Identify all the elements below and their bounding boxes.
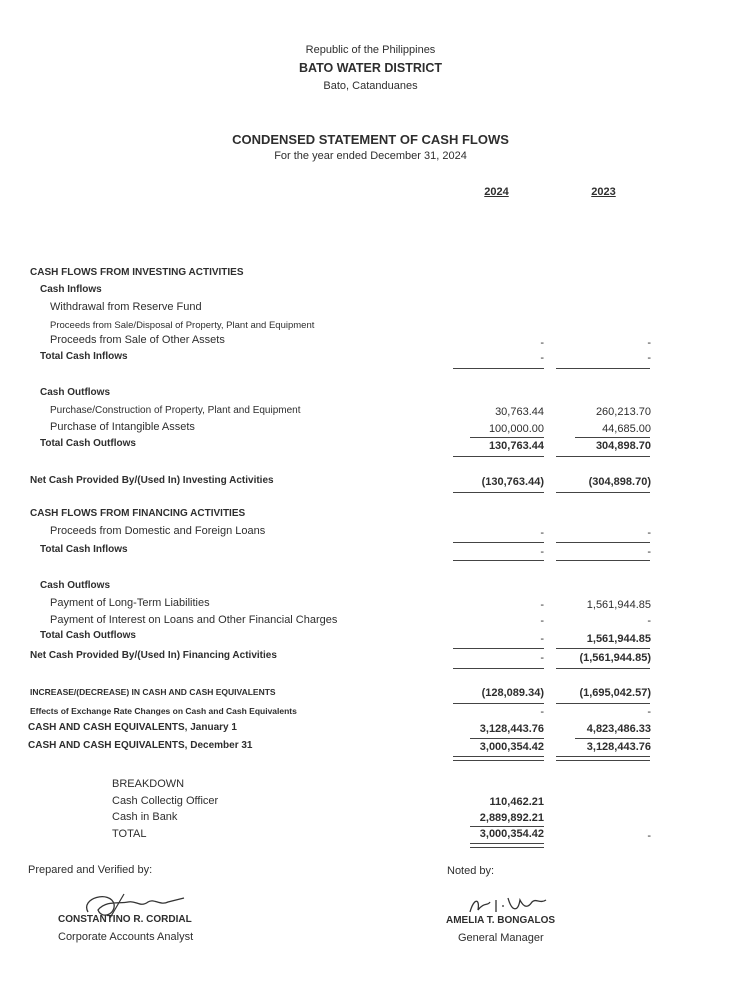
investing-heading: CASH FLOWS FROM INVESTING ACTIVITIES	[30, 267, 244, 278]
agency-name: BATO WATER DISTRICT	[298, 61, 443, 75]
prepared-by-title: Corporate Accounts Analyst	[58, 931, 194, 943]
divider	[453, 560, 544, 561]
total-value-2023: 1,561,944.85	[586, 633, 651, 645]
line-item-label: Purchase/Construction of Property, Plant and Equipment	[50, 405, 301, 416]
total-value-2023: 304,898.70	[595, 440, 651, 452]
jan1-label: CASH AND CASH EQUIVALENTS, January 1	[28, 722, 237, 733]
breakdown-item-value: 2,889,892.21	[479, 812, 544, 824]
fx-label: Effects of Exchange Rate Changes on Cash and Cash Equivalents	[30, 706, 297, 716]
line-item-value-2024: -	[540, 599, 544, 611]
republic-line: Republic of the Philippines	[305, 44, 436, 56]
divider	[556, 703, 650, 704]
line-item-value-2023: -	[647, 527, 651, 539]
divider	[556, 492, 650, 493]
line-item-value-2024: 30,763.44	[495, 406, 544, 418]
total-label: Total Cash Inflows	[40, 544, 128, 555]
divider	[453, 456, 544, 457]
net-investing-2023: (304,898.70)	[588, 476, 651, 488]
line-item-value-2024: -	[540, 527, 544, 539]
increase-2023: (1,695,042.57)	[579, 687, 651, 699]
financing-outflows-heading: Cash Outflows	[40, 580, 111, 591]
divider	[470, 437, 544, 438]
total-value-2024: -	[540, 633, 544, 645]
total-value-2023: -	[647, 546, 651, 558]
divider	[556, 668, 650, 669]
double-underline	[453, 756, 544, 761]
divider	[453, 368, 544, 369]
jan1-2024: 3,128,443.76	[479, 723, 544, 735]
dec31-2024: 3,000,354.42	[479, 741, 544, 753]
line-item-value-2024: -	[540, 615, 544, 627]
net-financing-2023: (1,561,944.85)	[579, 652, 651, 664]
investing-inflows-heading: Cash Inflows	[40, 284, 102, 295]
line-item-value-2023: -	[647, 615, 651, 627]
breakdown-total-label: TOTAL	[112, 828, 147, 840]
divider	[453, 648, 544, 649]
prepared-by-label: Prepared and Verified by:	[28, 864, 153, 876]
divider	[470, 826, 544, 827]
statement-period: For the year ended December 31, 2024	[274, 150, 467, 162]
divider	[575, 738, 650, 739]
line-item-label: Proceeds from Domestic and Foreign Loans	[50, 525, 266, 537]
divider	[556, 456, 650, 457]
breakdown-item-value: 110,462.21	[489, 796, 544, 808]
breakdown-item-label: Cash Collectig Officer	[112, 795, 219, 807]
line-item-value-2023: 1,561,944.85	[586, 599, 651, 611]
divider	[453, 492, 544, 493]
line-item-value-2023: -	[647, 337, 651, 349]
double-underline	[556, 756, 650, 761]
double-underline	[470, 843, 544, 848]
dec31-2023: 3,128,443.76	[586, 741, 651, 753]
total-value-2024: 130,763.44	[488, 440, 544, 452]
financing-heading: CASH FLOWS FROM FINANCING ACTIVITIES	[30, 508, 246, 519]
net-investing-2024: (130,763.44)	[481, 476, 544, 488]
total-value-2023: -	[647, 352, 651, 364]
divider	[453, 703, 544, 704]
divider	[556, 542, 650, 543]
total-label: Total Cash Inflows	[40, 351, 128, 362]
investing-outflows-heading: Cash Outflows	[40, 387, 111, 398]
prepared-by-name: CONSTANTINO R. CORDIAL	[58, 914, 192, 925]
breakdown-heading: BREAKDOWN	[112, 778, 185, 790]
noted-by-name: AMELIA T. BONGALOS	[446, 915, 556, 926]
net-financing-label: Net Cash Provided By/(Used In) Financing Activities	[30, 650, 277, 661]
line-item-label: Purchase of Intangible Assets	[50, 421, 195, 433]
breakdown-item-label: Cash in Bank	[112, 811, 178, 823]
line-item-label: Payment of Long-Term Liabilities	[50, 597, 210, 609]
noted-by-label: Noted by:	[447, 865, 495, 877]
line-item-value-2024: -	[540, 337, 544, 349]
line-item-label: Proceeds from Sale/Disposal of Property, Plant and Equipment	[50, 320, 315, 331]
line-item-value-2023: 44,685.00	[602, 423, 651, 435]
total-label: Total Cash Outflows	[40, 630, 136, 641]
line-item-value-2023: 260,213.70	[595, 406, 651, 418]
fx-2024: -	[540, 706, 544, 718]
net-financing-2024: -	[540, 652, 544, 664]
agency-address: Bato, Catanduanes	[323, 80, 418, 92]
fx-2023: -	[647, 706, 651, 718]
column-header-2023: 2023	[591, 186, 616, 198]
dec31-label: CASH AND CASH EQUIVALENTS, December 31	[28, 740, 253, 751]
divider	[556, 368, 650, 369]
divider	[556, 560, 650, 561]
divider	[556, 648, 650, 649]
line-item-value-2024: 100,000.00	[488, 423, 544, 435]
net-investing-label: Net Cash Provided By/(Used In) Investing Activities	[30, 475, 274, 486]
breakdown-total-value: 3,000,354.42	[479, 828, 544, 840]
statement-title: CONDENSED STATEMENT OF CASH FLOWS	[232, 132, 509, 147]
line-item-label: Withdrawal from Reserve Fund	[50, 301, 202, 313]
total-value-2024: -	[540, 546, 544, 558]
line-item-label: Proceeds from Sale of Other Assets	[50, 334, 225, 346]
increase-2024: (128,089.34)	[481, 687, 544, 699]
total-label: Total Cash Outflows	[40, 438, 136, 449]
divider	[453, 542, 544, 543]
column-header-2024: 2024	[484, 186, 509, 198]
increase-label: INCREASE/(DECREASE) IN CASH AND CASH EQUIVALENTS	[30, 687, 276, 697]
noted-by-title: General Manager	[458, 932, 544, 944]
breakdown-total-2023: -	[647, 830, 651, 842]
divider	[453, 668, 544, 669]
jan1-2023: 4,823,486.33	[586, 723, 651, 735]
total-value-2024: -	[540, 352, 544, 364]
divider	[470, 738, 544, 739]
line-item-label: Payment of Interest on Loans and Other Financial Charges	[50, 614, 338, 626]
divider	[575, 437, 650, 438]
